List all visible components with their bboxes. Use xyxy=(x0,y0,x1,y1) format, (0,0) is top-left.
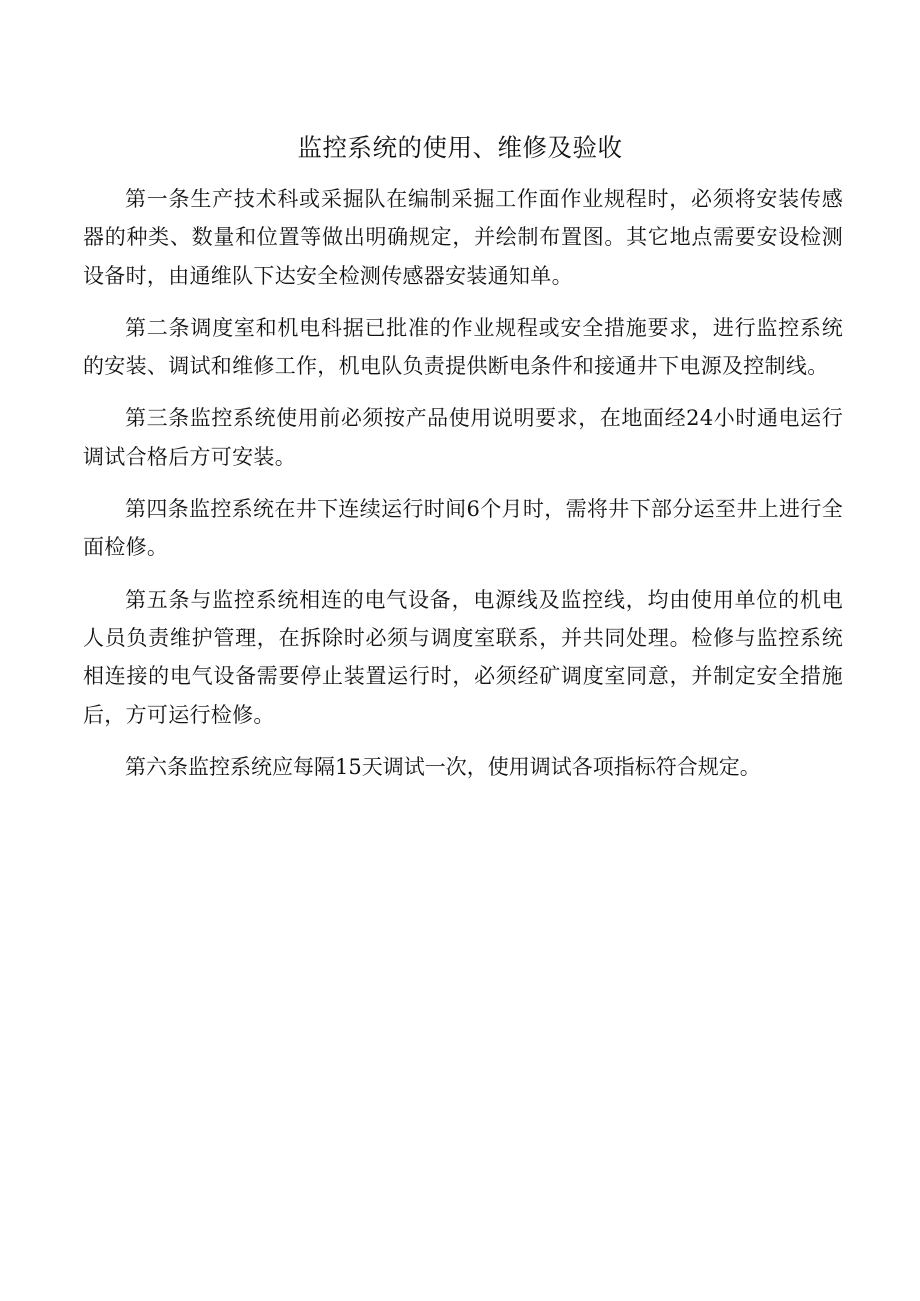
article-2: 第二条调度室和机电科据已批准的作业规程或安全措施要求，进行监控系统的安装、调试和维修工作，机电队负责提供断电条件和接通井下电源及控制线。 xyxy=(83,315,843,379)
article-6: 第六条监控系统应每隔15天调试一次，使用调试各项指标符合规定。 xyxy=(125,754,761,779)
document-title: 监控系统的使用、维修及验收 xyxy=(297,133,623,162)
article-4: 第四条监控系统在井下连续运行时间6个月时，需将井下部分运至井上进行全面检修。 xyxy=(83,497,843,560)
article-3: 第三条监控系统使用前必须按产品使用说明要求，在地面经24小时通电运行调试合格后方可安装。 xyxy=(83,406,843,469)
document-body xyxy=(83,180,843,800)
article-5: 第五条与监控系统相连的电气设备，电源线及监控线，均由使用单位的机电人员负责维护管理，在拆除时必须与调度室联系，并共同处理。检修与监控系统相连接的电气设备需要停止装置运行时，必须经矿调度室同意，并制定安全措施后，方可运行检修。 xyxy=(83,587,843,727)
article-1: 第一条生产技术科或采掘队在编制采掘工作面作业规程时，必须将安装传感器的种类、数量和位置等做出明确规定，并绘制布置图。其它地点需要安设检测设备时，由通维队下达安全检测传感器安装通知单。 xyxy=(83,187,843,288)
